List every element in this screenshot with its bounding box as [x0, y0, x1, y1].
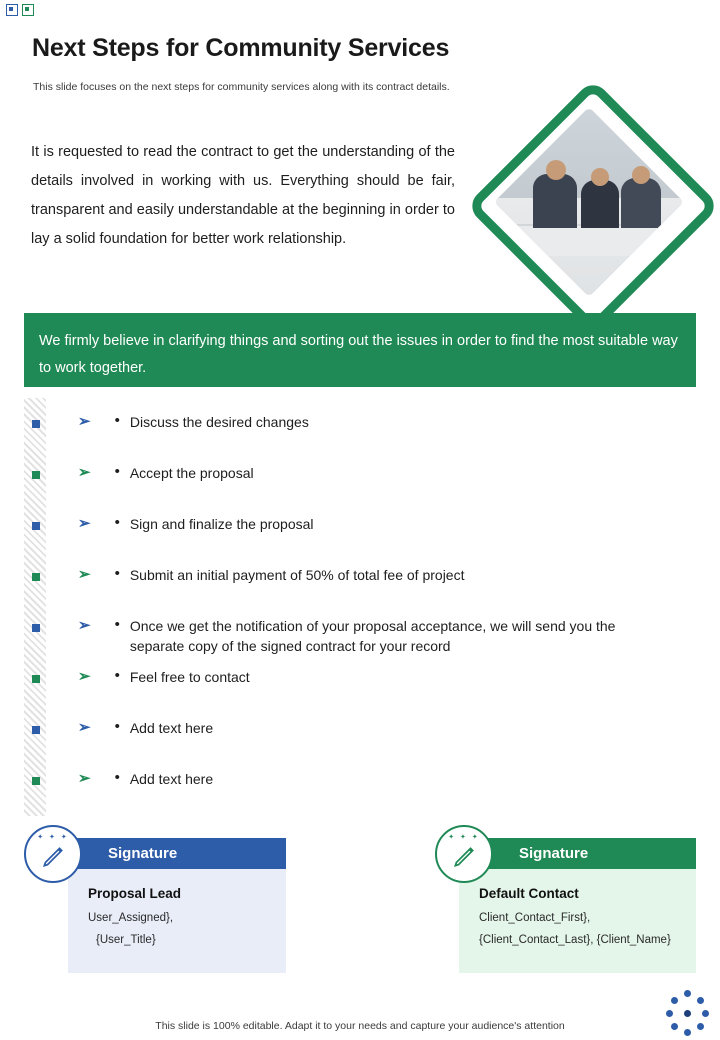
bullet-dot-icon: •	[114, 718, 120, 735]
bullet-dot-icon: •	[114, 514, 120, 531]
bullet-dot-icon: •	[114, 565, 120, 582]
arrow-icon: ➢	[78, 515, 91, 532]
intro-paragraph: It is requested to read the contract to get the understanding of the details involved in working with us. Everything should be fair, transparent and easily understandable at the beginning in order to lay a solid foundation for better work relationship.	[31, 144, 455, 247]
square-marker-icon	[32, 522, 40, 530]
arrow-icon: ➢	[78, 464, 91, 481]
steps-list	[24, 404, 696, 812]
stars-icon: ✦ ✦ ✦	[448, 834, 480, 841]
list-item[interactable]	[24, 659, 696, 710]
square-marker-icon	[32, 624, 40, 632]
signature-bar-left: Signature	[48, 838, 286, 869]
photo-person-body-3	[621, 178, 661, 228]
photo-person-body-2	[581, 180, 619, 228]
list-item[interactable]	[24, 710, 696, 761]
list-item-label: Feel free to contact	[129, 669, 250, 685]
bullet-dot-icon: •	[114, 667, 120, 684]
signature-block-right	[435, 820, 696, 973]
arrow-icon: ➢	[78, 668, 91, 685]
stars-icon: ✦ ✦ ✦	[37, 834, 69, 841]
page-subtitle: This slide focuses on the next steps for community services along with its contract details.	[33, 81, 450, 93]
signature-line1-left: User_Assigned},	[88, 912, 174, 924]
photo-person-head-3	[632, 166, 650, 184]
signature-line2-left: {User_Title}	[96, 934, 156, 946]
list-item[interactable]	[24, 557, 696, 608]
square-marker-icon	[32, 726, 40, 734]
square-marker-icon	[32, 420, 40, 428]
arrow-icon: ➢	[78, 566, 91, 583]
list-item-label: Add text here	[129, 720, 214, 736]
arrow-icon: ➢	[78, 413, 91, 430]
bullet-dot-icon: •	[114, 616, 120, 633]
arrow-icon: ➢	[78, 770, 91, 787]
decorative-dots	[666, 990, 710, 1034]
signature-badge-right	[435, 825, 493, 883]
list-item[interactable]	[24, 455, 696, 506]
corner-mark-blue-icon	[6, 4, 18, 16]
page-title: Next Steps for Community Services	[32, 34, 450, 62]
bullet-dot-icon: •	[114, 769, 120, 786]
diamond-photo	[470, 83, 698, 311]
corner-mark-green-icon	[22, 4, 34, 16]
signature-line2-right: {Client_Contact_Last}, {Client_Name}	[479, 934, 671, 946]
arrow-icon: ➢	[78, 719, 91, 736]
square-marker-icon	[32, 777, 40, 785]
signature-line1-right: Client_Contact_First},	[479, 912, 591, 924]
signature-block-left	[24, 820, 286, 973]
highlight-banner-text: We firmly believe in clarifying things and sorting out the issues in order to find the most suitable way to work together.	[39, 333, 678, 376]
list-item[interactable]	[24, 404, 696, 455]
pen-icon	[451, 844, 477, 870]
meeting-photo	[489, 102, 689, 302]
photo-person-head-1	[546, 160, 566, 180]
square-marker-icon	[32, 675, 40, 683]
list-item[interactable]	[24, 608, 696, 659]
signature-name-right: Default Contact	[479, 886, 579, 901]
photo-person-head-2	[591, 168, 609, 186]
bullet-dot-icon: •	[114, 463, 120, 480]
signature-body-right	[459, 869, 696, 973]
bullet-dot-icon: •	[114, 412, 120, 429]
corner-marks	[6, 4, 34, 16]
pen-icon	[40, 844, 66, 870]
signature-name-left: Proposal Lead	[88, 886, 182, 901]
list-item[interactable]	[24, 761, 696, 812]
square-marker-icon	[32, 573, 40, 581]
list-item-label: Sign and finalize the proposal	[129, 516, 314, 532]
signature-badge-left	[24, 825, 82, 883]
list-item-label: Add text here	[129, 771, 214, 787]
list-item[interactable]	[24, 506, 696, 557]
photo-person-body-1	[533, 174, 577, 228]
list-item-label: Submit an initial payment of 50% of total fee of project	[129, 567, 465, 583]
signature-body-left	[68, 869, 286, 973]
diamond-inner-frame	[487, 100, 691, 304]
arrow-icon: ➢	[78, 617, 91, 634]
highlight-banner	[24, 313, 696, 387]
footer-note: This slide is 100% editable. Adapt it to your needs and capture your audience's attention	[155, 1020, 565, 1032]
signature-bar-right: Signature	[459, 838, 696, 869]
list-item-label: Once we get the notification of your proposal acceptance, we will send you the separate copy of the signed contract for your record	[129, 618, 616, 654]
square-marker-icon	[32, 471, 40, 479]
list-item-label: Accept the proposal	[129, 465, 254, 481]
list-item-label: Discuss the desired changes	[129, 414, 309, 430]
